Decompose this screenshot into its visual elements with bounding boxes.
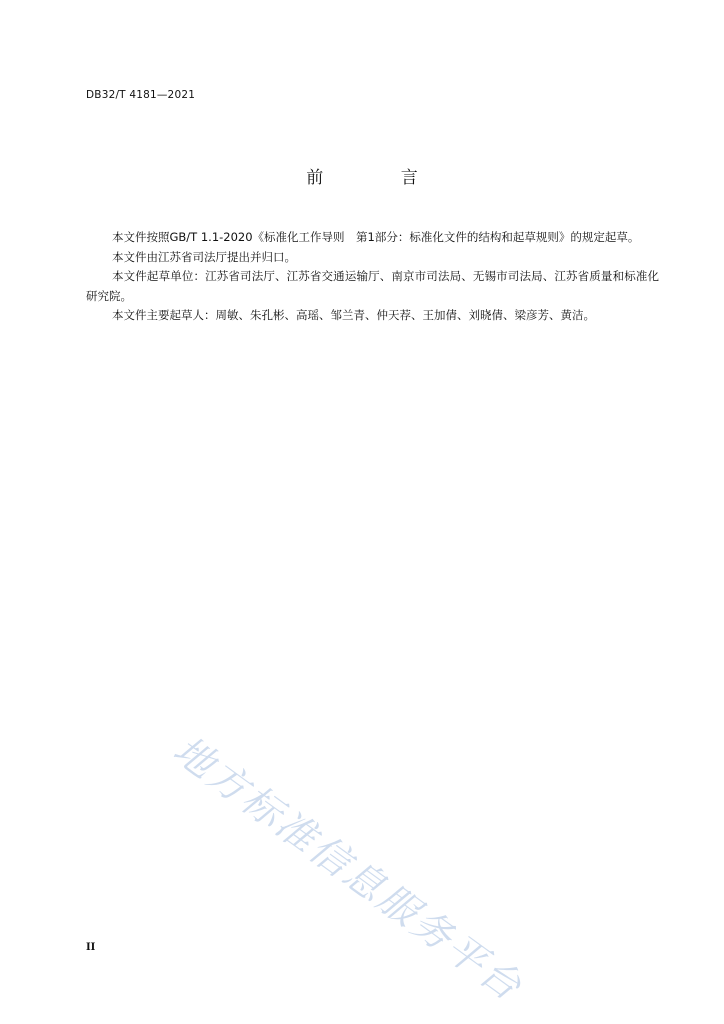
preface-body [86, 228, 659, 326]
watermark-text: 地方标准信息服务平台 [164, 727, 531, 1011]
page-number: II [86, 942, 96, 953]
paragraph-drafting-standard: 本文件按照GB/T 1.1-2020《标准化工作导则 第1部分：标准化文件的结构和起草规则》的规定起草。 [112, 230, 640, 244]
document-code: DB32/T 4181—2021 [86, 89, 196, 101]
paragraph-drafters: 本文件主要起草人：周敏、朱孔彬、高瑶、邹兰青、仲天荐、王加倩、刘晓倩、梁彦芳、黄洁。 [112, 308, 595, 322]
paragraph-proposer: 本文件由江苏省司法厅提出并归口。 [112, 249, 296, 264]
section-title: 前 言 [306, 168, 454, 188]
paragraph-drafting-units: 本文件起草单位：江苏省司法厅、江苏省交通运输厅、南京市司法局、无锡市司法局、江苏省质量和标准化研究院。 [86, 269, 659, 303]
